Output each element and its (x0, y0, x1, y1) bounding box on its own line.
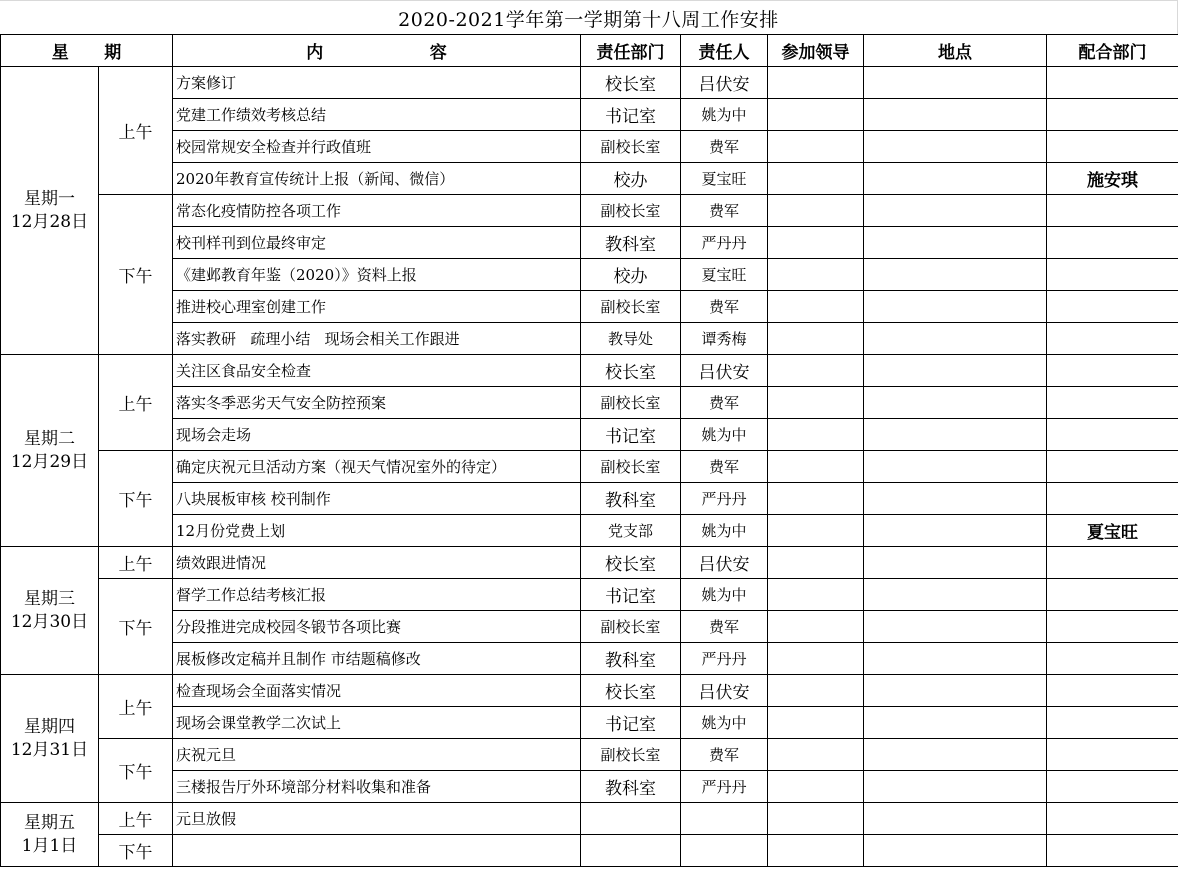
content-cell[interactable]: 《建邺教育年鉴（2020）》资料上报 (173, 259, 581, 291)
period-cell: 上午 (99, 803, 173, 835)
dept-cell[interactable]: 书记室 (581, 579, 681, 611)
person-cell[interactable]: 严丹丹 (681, 227, 768, 259)
place-cell[interactable] (864, 611, 1047, 643)
person-cell[interactable]: 夏宝旺 (681, 259, 768, 291)
coop-cell[interactable] (1047, 67, 1178, 99)
table-row (1, 771, 1178, 803)
table-row (1, 515, 1178, 547)
leader-cell[interactable] (768, 131, 864, 163)
leader-cell[interactable] (768, 739, 864, 771)
place-cell[interactable] (864, 163, 1047, 195)
content-cell[interactable]: 督学工作总结考核汇报 (173, 579, 581, 611)
person-cell[interactable] (681, 835, 768, 867)
table-row (1, 163, 1178, 195)
leader-cell[interactable] (768, 387, 864, 419)
leader-cell[interactable] (768, 291, 864, 323)
person-cell[interactable]: 谭秀梅 (681, 323, 768, 355)
coop-cell[interactable] (1047, 195, 1178, 227)
header-person: 责任人 (681, 35, 768, 67)
person-cell[interactable]: 姚为中 (681, 515, 768, 547)
table-row (1, 259, 1178, 291)
place-cell[interactable] (864, 675, 1047, 707)
day-cell-tue: 星期二 12月29日 (1, 355, 99, 547)
content-cell[interactable]: 推进校心理室创建工作 (173, 291, 581, 323)
dept-cell[interactable]: 副校长室 (581, 131, 681, 163)
leader-cell[interactable] (768, 707, 864, 739)
day-cell-fri: 星期五 1月1日 (1, 803, 99, 867)
content-cell[interactable]: 展板修改定稿并且制作 市结题稿修改 (173, 643, 581, 675)
dept-cell[interactable] (581, 803, 681, 835)
dept-cell[interactable]: 校办 (581, 259, 681, 291)
coop-cell[interactable] (1047, 419, 1178, 451)
place-cell[interactable] (864, 803, 1047, 835)
person-cell[interactable]: 吕伏安 (681, 675, 768, 707)
table-row (1, 227, 1178, 259)
person-cell[interactable]: 姚为中 (681, 707, 768, 739)
content-cell[interactable]: 三楼报告厅外环境部分材料收集和准备 (173, 771, 581, 803)
header-day: 星 期 (1, 35, 173, 67)
leader-cell[interactable] (768, 803, 864, 835)
place-cell[interactable] (864, 515, 1047, 547)
period-cell: 下午 (99, 451, 173, 547)
content-cell[interactable]: 检查现场会全面落实情况 (173, 675, 581, 707)
dept-cell[interactable]: 书记室 (581, 707, 681, 739)
table-row (1, 643, 1178, 675)
person-cell[interactable]: 费军 (681, 195, 768, 227)
table-row (1, 99, 1178, 131)
table-row (1, 547, 1178, 579)
table-row (1, 67, 1178, 99)
period-cell: 上午 (99, 675, 173, 739)
table-row (1, 579, 1178, 611)
place-cell[interactable] (864, 195, 1047, 227)
coop-cell[interactable] (1047, 227, 1178, 259)
header-content: 内 容 (173, 35, 581, 67)
person-cell[interactable]: 姚为中 (681, 99, 768, 131)
coop-cell[interactable] (1047, 131, 1178, 163)
place-cell[interactable] (864, 707, 1047, 739)
content-cell[interactable]: 确定庆祝元旦活动方案（视天气情况室外的待定） (173, 451, 581, 483)
place-cell[interactable] (864, 99, 1047, 131)
period-cell: 上午 (99, 67, 173, 195)
person-cell[interactable]: 吕伏安 (681, 67, 768, 99)
leader-cell[interactable] (768, 579, 864, 611)
person-cell[interactable]: 严丹丹 (681, 643, 768, 675)
content-cell[interactable]: 现场会课堂教学二次试上 (173, 707, 581, 739)
place-cell[interactable] (864, 387, 1047, 419)
content-cell[interactable]: 庆祝元旦 (173, 739, 581, 771)
content-cell[interactable]: 落实冬季恶劣天气安全防控预案 (173, 387, 581, 419)
coop-cell[interactable] (1047, 835, 1178, 867)
leader-cell[interactable] (768, 67, 864, 99)
person-cell[interactable]: 费军 (681, 611, 768, 643)
schedule-table (0, 34, 1178, 867)
header-leader: 参加领导 (768, 35, 864, 67)
content-cell[interactable]: 校园常规安全检查并行政值班 (173, 131, 581, 163)
person-cell[interactable]: 姚为中 (681, 419, 768, 451)
dept-cell[interactable]: 副校长室 (581, 611, 681, 643)
leader-cell[interactable] (768, 771, 864, 803)
table-row (1, 483, 1178, 515)
table-row (1, 611, 1178, 643)
content-cell[interactable]: 分段推进完成校园冬锻节各项比赛 (173, 611, 581, 643)
header-place: 地点 (864, 35, 1047, 67)
coop-cell[interactable] (1047, 259, 1178, 291)
dept-cell[interactable]: 校长室 (581, 675, 681, 707)
person-cell[interactable] (681, 803, 768, 835)
person-cell[interactable]: 费军 (681, 739, 768, 771)
table-row (1, 195, 1178, 227)
coop-cell[interactable] (1047, 579, 1178, 611)
table-row (1, 451, 1178, 483)
leader-cell[interactable] (768, 163, 864, 195)
place-cell[interactable] (864, 643, 1047, 675)
person-cell[interactable]: 费军 (681, 451, 768, 483)
place-cell[interactable] (864, 419, 1047, 451)
person-cell[interactable]: 夏宝旺 (681, 163, 768, 195)
content-cell[interactable]: 现场会走场 (173, 419, 581, 451)
dept-cell[interactable]: 书记室 (581, 419, 681, 451)
content-cell[interactable]: 方案修订 (173, 67, 581, 99)
dept-cell[interactable]: 教科室 (581, 643, 681, 675)
coop-cell[interactable] (1047, 451, 1178, 483)
person-cell[interactable]: 费军 (681, 131, 768, 163)
coop-cell[interactable] (1047, 739, 1178, 771)
coop-cell[interactable] (1047, 323, 1178, 355)
header-row (1, 35, 1178, 67)
content-cell[interactable]: 校刊样刊到位最终审定 (173, 227, 581, 259)
day-cell-mon: 星期一 12月28日 (1, 67, 99, 355)
dept-cell[interactable]: 教科室 (581, 771, 681, 803)
content-cell[interactable]: 党建工作绩效考核总结 (173, 99, 581, 131)
header-dept: 责任部门 (581, 35, 681, 67)
place-cell[interactable] (864, 483, 1047, 515)
dept-cell[interactable]: 教科室 (581, 227, 681, 259)
coop-cell[interactable] (1047, 99, 1178, 131)
dept-cell[interactable]: 副校长室 (581, 387, 681, 419)
content-cell[interactable]: 绩效跟进情况 (173, 547, 581, 579)
coop-cell[interactable] (1047, 771, 1178, 803)
period-cell: 上午 (99, 355, 173, 451)
place-cell[interactable] (864, 355, 1047, 387)
sheet-title: 2020-2021学年第一学期第十八周工作安排 (0, 0, 1178, 34)
table-row (1, 355, 1178, 387)
dept-cell[interactable]: 副校长室 (581, 739, 681, 771)
table-row (1, 707, 1178, 739)
content-cell[interactable] (173, 835, 581, 867)
content-cell[interactable]: 12月份党费上划 (173, 515, 581, 547)
coop-cell[interactable] (1047, 291, 1178, 323)
header-coop: 配合部门 (1047, 35, 1178, 67)
leader-cell[interactable] (768, 675, 864, 707)
leader-cell[interactable] (768, 643, 864, 675)
place-cell[interactable] (864, 67, 1047, 99)
day-cell-thu: 星期四 12月31日 (1, 675, 99, 803)
content-cell[interactable]: 常态化疫情防控各项工作 (173, 195, 581, 227)
table-row (1, 419, 1178, 451)
content-cell[interactable]: 关注区食品安全检查 (173, 355, 581, 387)
leader-cell[interactable] (768, 355, 864, 387)
coop-cell[interactable]: 施安琪 (1047, 163, 1178, 195)
dept-cell[interactable]: 校办 (581, 163, 681, 195)
coop-cell[interactable] (1047, 707, 1178, 739)
dept-cell[interactable]: 教导处 (581, 323, 681, 355)
place-cell[interactable] (864, 771, 1047, 803)
coop-cell[interactable] (1047, 547, 1178, 579)
place-cell[interactable] (864, 131, 1047, 163)
leader-cell[interactable] (768, 227, 864, 259)
coop-cell[interactable] (1047, 803, 1178, 835)
leader-cell[interactable] (768, 195, 864, 227)
period-cell: 上午 (99, 547, 173, 579)
day-cell-wed: 星期三 12月30日 (1, 547, 99, 675)
period-cell: 下午 (99, 739, 173, 803)
table-row (1, 835, 1178, 867)
table-row (1, 323, 1178, 355)
person-cell[interactable]: 费军 (681, 291, 768, 323)
place-cell[interactable] (864, 547, 1047, 579)
leader-cell[interactable] (768, 835, 864, 867)
leader-cell[interactable] (768, 515, 864, 547)
person-cell[interactable]: 费军 (681, 387, 768, 419)
leader-cell[interactable] (768, 259, 864, 291)
period-cell: 下午 (99, 835, 173, 867)
person-cell[interactable]: 吕伏安 (681, 355, 768, 387)
dept-cell[interactable]: 校长室 (581, 67, 681, 99)
dept-cell[interactable]: 党支部 (581, 515, 681, 547)
leader-cell[interactable] (768, 451, 864, 483)
person-cell[interactable]: 严丹丹 (681, 771, 768, 803)
dept-cell[interactable]: 教科室 (581, 483, 681, 515)
place-cell[interactable] (864, 323, 1047, 355)
coop-cell[interactable] (1047, 675, 1178, 707)
dept-cell[interactable]: 校长室 (581, 547, 681, 579)
leader-cell[interactable] (768, 419, 864, 451)
person-cell[interactable]: 姚为中 (681, 579, 768, 611)
coop-cell[interactable]: 夏宝旺 (1047, 515, 1178, 547)
coop-cell[interactable] (1047, 483, 1178, 515)
coop-cell[interactable] (1047, 611, 1178, 643)
dept-cell[interactable] (581, 835, 681, 867)
content-cell[interactable]: 2020年教育宣传统计上报（新闻、微信） (173, 163, 581, 195)
dept-cell[interactable]: 书记室 (581, 99, 681, 131)
place-cell[interactable] (864, 451, 1047, 483)
coop-cell[interactable] (1047, 355, 1178, 387)
leader-cell[interactable] (768, 611, 864, 643)
dept-cell[interactable]: 副校长室 (581, 291, 681, 323)
person-cell[interactable]: 严丹丹 (681, 483, 768, 515)
leader-cell[interactable] (768, 99, 864, 131)
table-row (1, 291, 1178, 323)
table-row (1, 131, 1178, 163)
coop-cell[interactable] (1047, 387, 1178, 419)
dept-cell[interactable]: 副校长室 (581, 451, 681, 483)
period-cell: 下午 (99, 195, 173, 355)
place-cell[interactable] (864, 579, 1047, 611)
leader-cell[interactable] (768, 323, 864, 355)
content-cell[interactable]: 落实教研 疏理小结 现场会相关工作跟进 (173, 323, 581, 355)
place-cell[interactable] (864, 291, 1047, 323)
coop-cell[interactable] (1047, 643, 1178, 675)
table-row (1, 803, 1178, 835)
place-cell[interactable] (864, 227, 1047, 259)
table-row (1, 387, 1178, 419)
place-cell[interactable] (864, 259, 1047, 291)
content-cell[interactable]: 八块展板审核 校刊制作 (173, 483, 581, 515)
dept-cell[interactable]: 副校长室 (581, 195, 681, 227)
person-cell[interactable]: 吕伏安 (681, 547, 768, 579)
place-cell[interactable] (864, 835, 1047, 867)
period-cell: 下午 (99, 579, 173, 675)
dept-cell[interactable]: 校长室 (581, 355, 681, 387)
content-cell[interactable]: 元旦放假 (173, 803, 581, 835)
leader-cell[interactable] (768, 547, 864, 579)
place-cell[interactable] (864, 739, 1047, 771)
table-row (1, 739, 1178, 771)
table-row (1, 675, 1178, 707)
leader-cell[interactable] (768, 483, 864, 515)
